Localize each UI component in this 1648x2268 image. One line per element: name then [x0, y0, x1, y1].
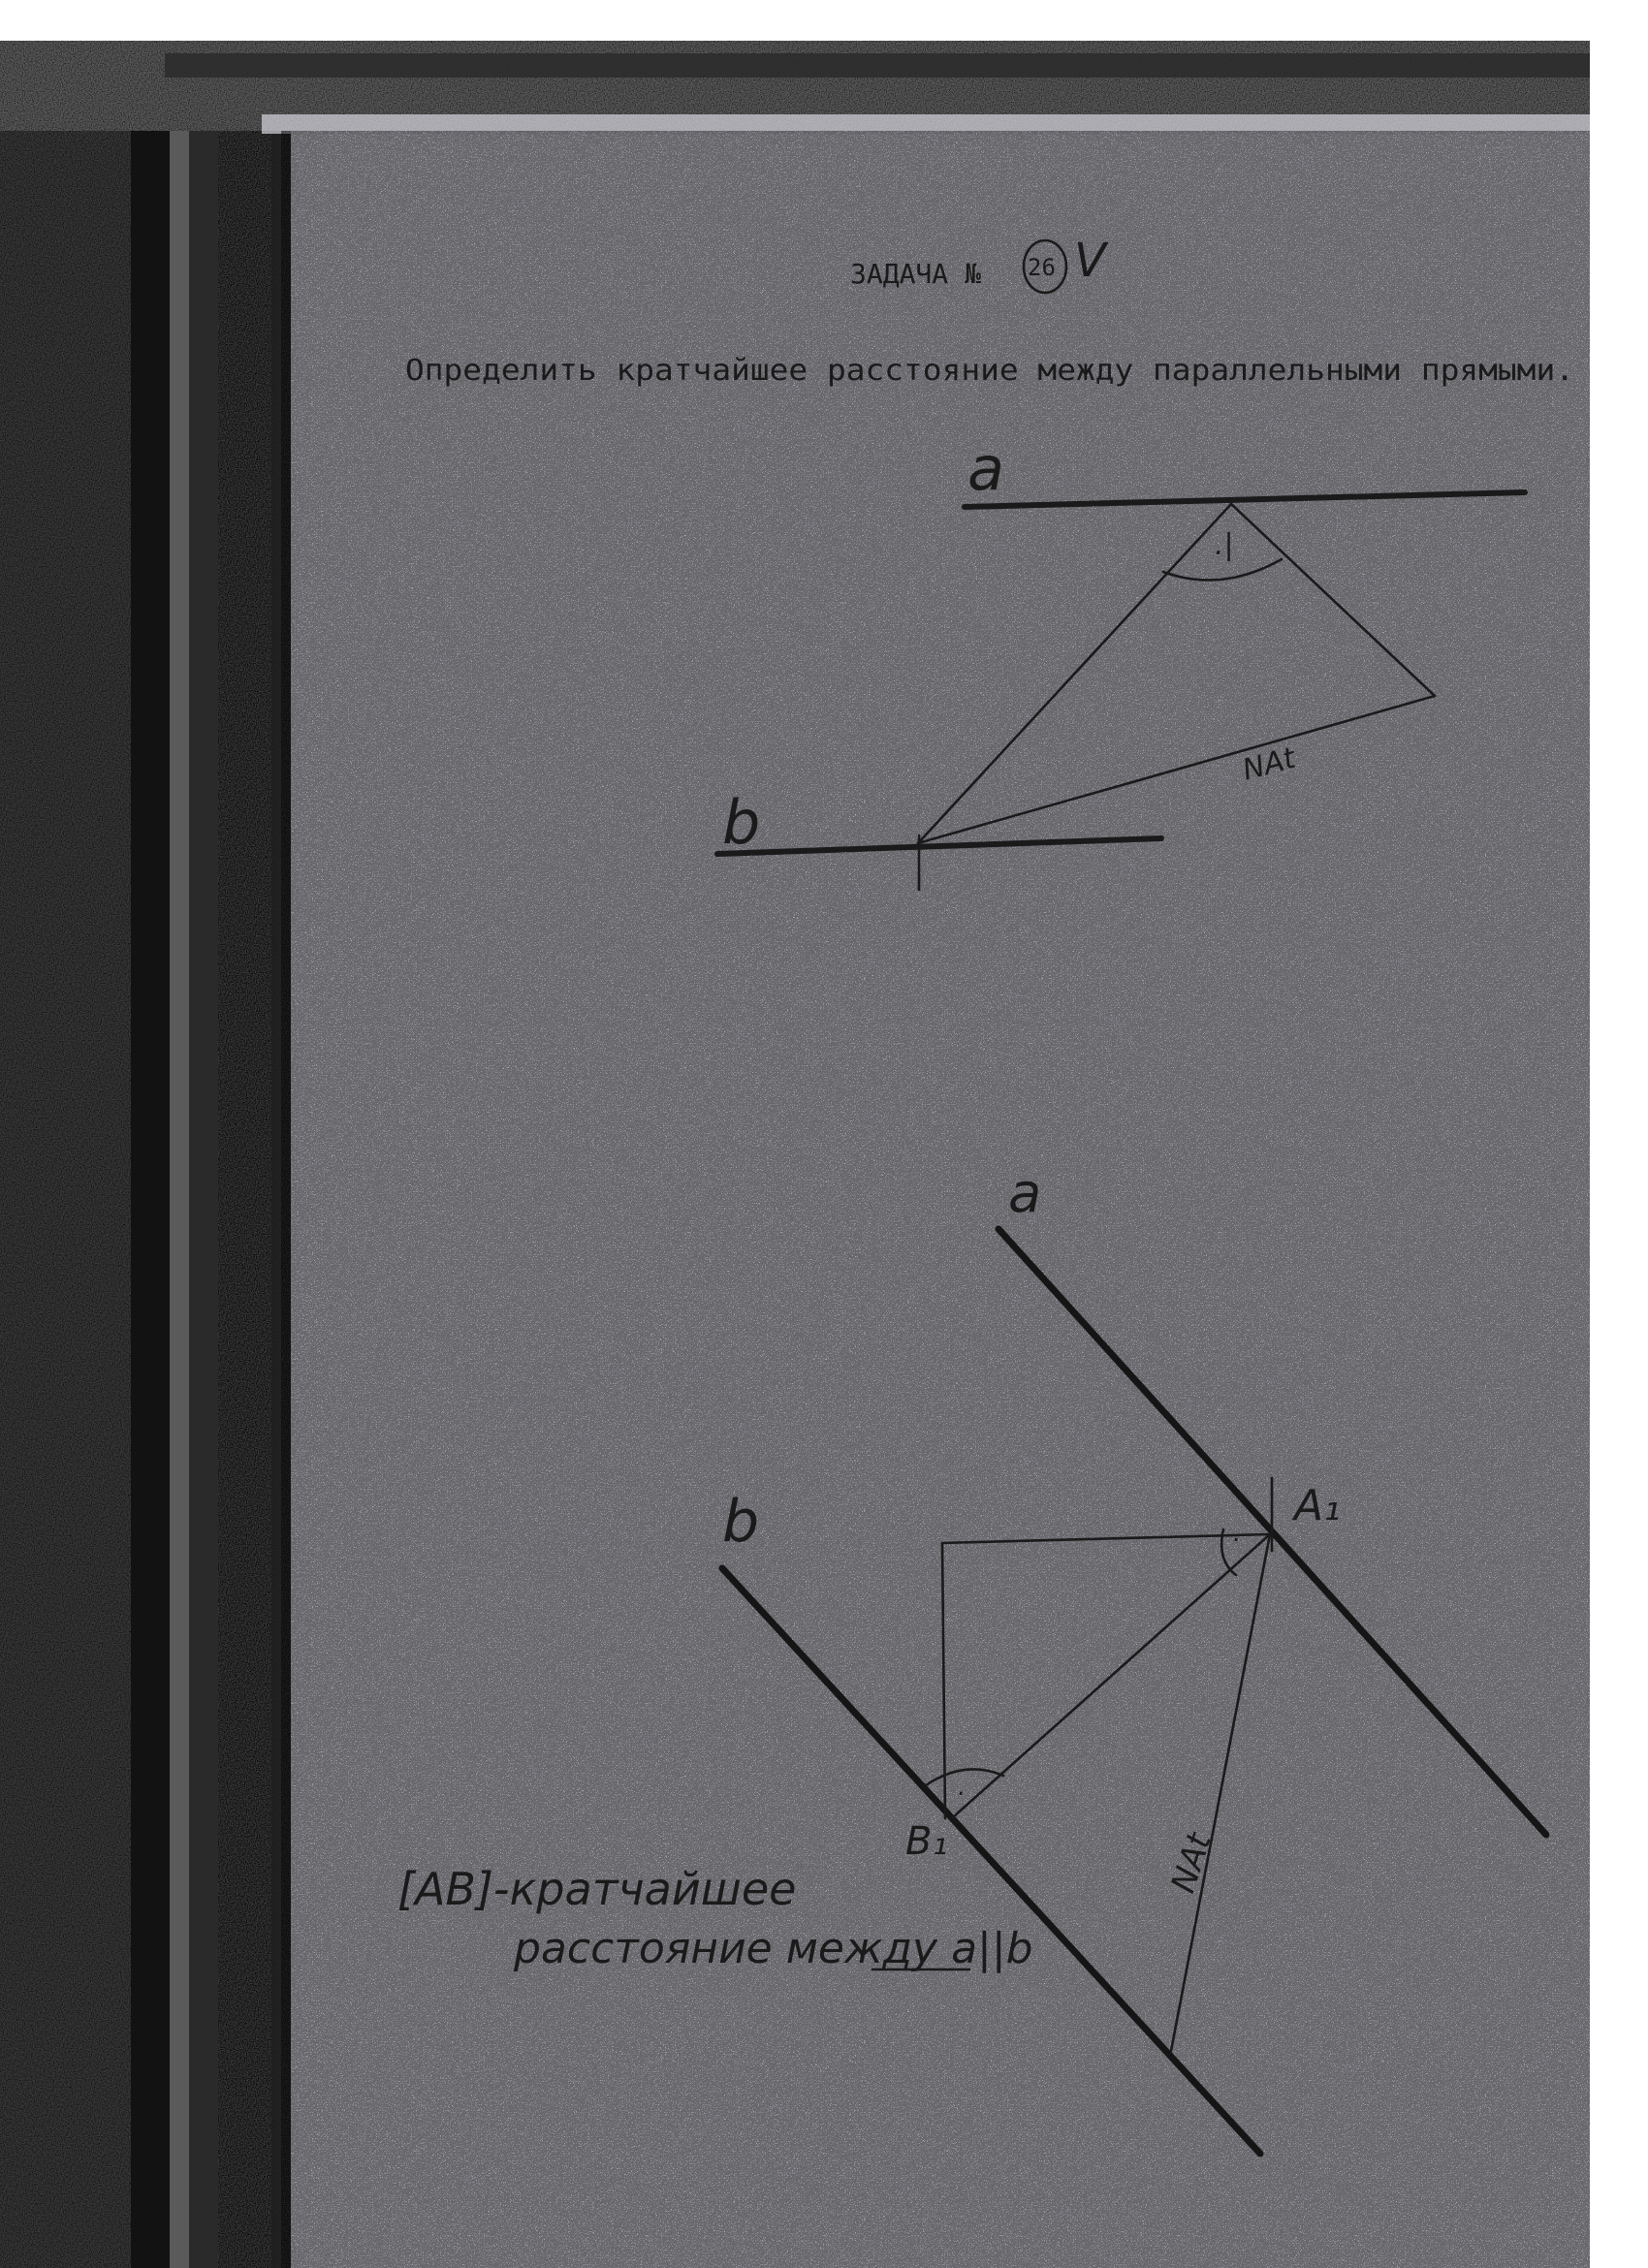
angle-dot-bottom-a: .: [1233, 1519, 1242, 1548]
check-mark: V: [1074, 234, 1106, 288]
label-nat-bottom: NAt: [1163, 1828, 1220, 1898]
angle-dot-top: .|: [1215, 528, 1234, 562]
answer-line-1: [AB]-кратчайшее: [397, 1863, 797, 1915]
label-A1-bottom: A₁: [1294, 1481, 1341, 1530]
label-a-top: a: [967, 433, 1004, 504]
task-number: 26: [1028, 254, 1056, 281]
label-b-top: b: [722, 787, 761, 858]
label-B1-bottom: B₁: [905, 1819, 948, 1864]
label-b-bottom: b: [722, 1488, 760, 1556]
label-nat-top: NAt: [1239, 740, 1299, 788]
angle-dot-bottom-b: .: [958, 1773, 967, 1802]
label-a-bottom: a: [1008, 1162, 1042, 1225]
problem-statement: Определить кратчайшее расстояние между параллельными прямыми.: [405, 354, 1574, 388]
answer-line-2: расстояние между a||b: [514, 1924, 1033, 1973]
task-title: ЗАДАЧА №: [850, 258, 981, 290]
